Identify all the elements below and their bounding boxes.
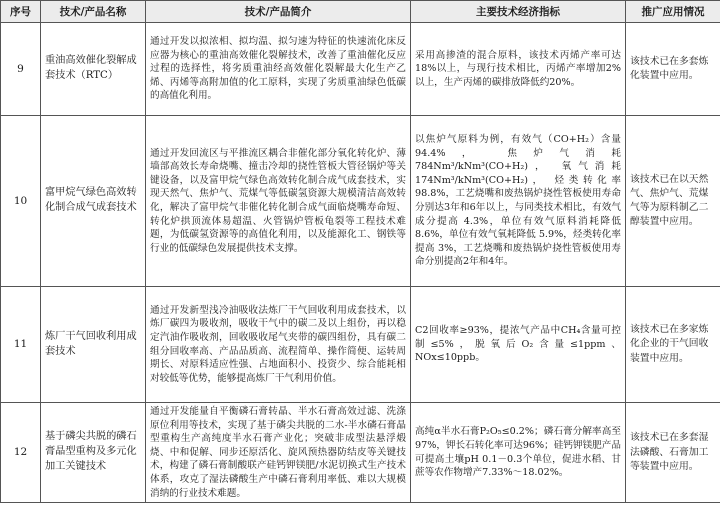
product-name: 基于磷尖共脱的磷石膏晶型重构及多元化加工关键技术 [41,403,146,503]
product-intro: 通过开发能量自平衡磷石膏转晶、半水石膏高效过滤、洗涤原位利用等技术，实现了基于磷尖共脱的二水-半水磷石膏晶型重构生产高纯度半水石膏产业化；突破非成型法悬浮煅烧、中和促解、同步还原活化、旋风预热器防结皮等关键技术，构建了磷石膏制酸联产硅钙钾镁肥/水泥切换式生产技术体系，攻克了湿法磷酸生产中磷石膏利用率低、难以大规模消纳的行业技术难题。 [146,403,411,503]
key-metrics: C2回收率≥93%，提浓气产品中CH₄含量可控制≤5%，脱氧后O₂含量≤1ppm、NOx≤10ppb。 [411,287,626,403]
table-row [1,23,720,116]
application-status: 该技术已在多套湿法磷酸、石膏加工等装置中应用。 [626,403,720,503]
header-row [1,1,720,23]
product-intro: 通过开发新型浅冷油吸收法炼厂干气回收利用成套技术，以炼厂碳四为吸收剂，吸收干气中的碳二及以上组份，再以稳定汽油作吸收剂，回收吸收尾气夹带的碳四组份，具有碳二组分回收率高、产品品质高、流程简单、操作简便、运转周期长、对原料适应性强、占地面积小、投资少、综合能耗相对较低等优势，能够提高炼厂干气利用价值。 [146,287,411,403]
header-intro: 技术/产品简介 [146,1,411,23]
application-status: 该技术已在以天然气、焦炉气、荒煤气等为原料制乙二醇装置中应用。 [626,116,720,287]
key-metrics: 高纯α半水石膏P₂O₅≤0.2%；磷石膏分解率高至97%，钾长石转化率可达96%；硅钙钾镁肥产品可提高土壤pH 0.1－0.3个单位，促进水稻、甘蔗等农作物增产7.33%～18.02%。 [411,403,626,503]
row-number: 10 [1,116,41,287]
product-name: 富甲烷气绿色高效转化制合成气成套技术 [41,116,146,287]
table-row [1,287,720,403]
header-metrics: 主要技术经济指标 [411,1,626,23]
product-intro: 通过开发以拟浓相、拟均温、拟匀速为特征的快速流化床反应器为核心的重油高效催化裂解技术，改善了重油催化反应过程的选择性，将劣质重油经高效催化裂解最大化生产乙烯、丙烯等高附加值的化工原料，实现了劣质重油绿色低碳的高值化利用。 [146,23,411,116]
header-no: 序号 [1,1,41,23]
table-row [1,403,720,503]
product-name: 炼厂干气回收利用成套技术 [41,287,146,403]
header-name: 技术/产品名称 [41,1,146,23]
row-number: 12 [1,403,41,503]
application-status: 该技术已在多家炼化企业的干气回收装置中应用。 [626,287,720,403]
table-row [1,116,720,287]
key-metrics: 采用高掺渣的混合原料，该技术丙烯产率可达18%以上，与现行技术相比，丙烯产率增加2%以上，生产丙烯的碳排放降低约20%。 [411,23,626,116]
product-name: 重油高效催化裂解成套技术（RTC） [41,23,146,116]
application-status: 该技术已在多套炼化装置中应用。 [626,23,720,116]
header-application: 推广应用情况 [626,1,720,23]
key-metrics: 以焦炉气原料为例，有效气（CO+H₂）含量 94.4%， 焦炉气消耗 784Nm³/kNm³(CO+H₂)， 氧气消耗 174Nm³/kNm³(CO+H₂)， 烃类转化率 98.8%，工艺烧嘴和废热锅炉挠性管板使用寿命分别达3年和6年以上，与同类技术相比，有效气成分提高 4.3%，单位有效气原料消耗降低 8.6%，单位有效气氧耗降低 5.9%，烃类转化率提高 3%，工艺烧嘴和废热锅炉挠性管板使用寿命分别提高2年和4年。 [411,116,626,287]
row-number: 11 [1,287,41,403]
row-number: 9 [1,23,41,116]
product-intro: 通过开发回流区与平推流区耦合非催化部分氧化转化炉、薄墙部高效长寿命烧嘴、撞击冷却的挠性管板大管径锅炉等关键设备，以及富甲烷气绿色高效转化制合成气成套技术，实现天然气、焦炉气、荒煤气等低碳氢资源大规模清洁高效转化，解决了富甲烷气非催化转化制合成气面临烧嘴寿命短、转化炉拱顶流体易超温、火管锅炉管板龟裂等工程技术难题，为低碳氢资源等的高值化利用，以及能源化工、钢铁等行业的低碳绿色发展提供技术支撑。 [146,116,411,287]
